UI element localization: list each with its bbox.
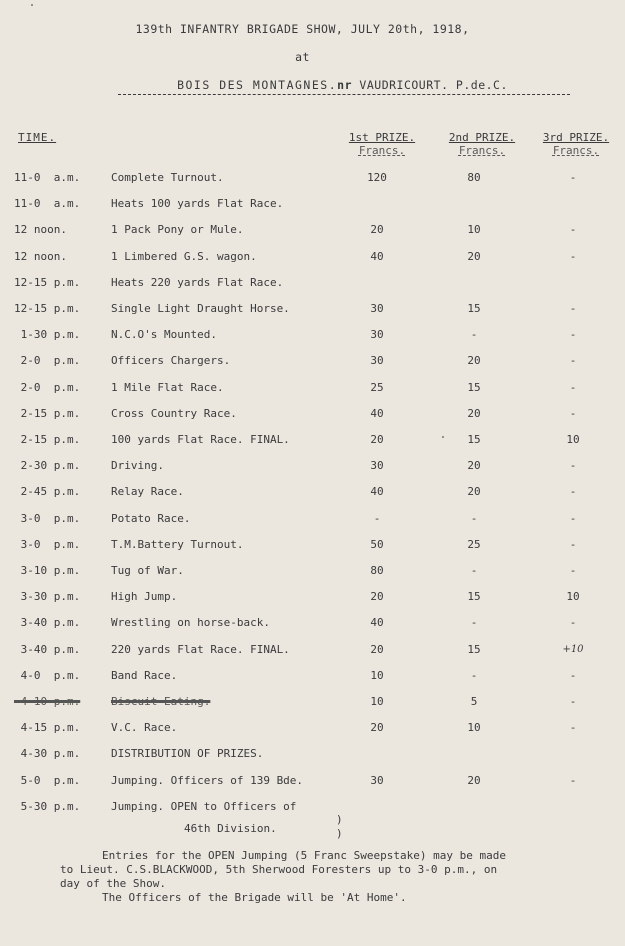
table-row bbox=[0, 773, 625, 789]
second-prize-value: 10 bbox=[467, 223, 481, 236]
second-prize-value: - bbox=[470, 564, 478, 577]
event-time: 2-45 p.m. bbox=[14, 485, 81, 498]
second-prize-value: 80 bbox=[467, 171, 481, 184]
show-title-at: at bbox=[295, 50, 310, 64]
first-prize-value: 10 bbox=[370, 695, 384, 708]
table-row bbox=[0, 275, 625, 291]
table-row bbox=[0, 720, 625, 736]
event-name: Tug of War. bbox=[111, 564, 184, 577]
note-line: Entries for the OPEN Jumping (5 Franc Sweepstake) may be made bbox=[102, 849, 506, 862]
event-name: High Jump. bbox=[111, 590, 178, 603]
event-name: Biscuit Eating. bbox=[111, 695, 211, 708]
event-name: 220 yards Flat Race. FINAL. bbox=[111, 643, 290, 656]
third-prize-value: - bbox=[569, 695, 577, 708]
first-prize-value: 30 bbox=[370, 302, 384, 315]
venue-location: VAUDRICOURT. P.de.C. bbox=[352, 78, 508, 92]
event-name: Single Light Draught Horse. bbox=[111, 302, 290, 315]
first-prize-value: 30 bbox=[370, 459, 384, 472]
third-prize-value: - bbox=[569, 616, 577, 629]
second-prize-value: 5 bbox=[470, 695, 478, 708]
table-row bbox=[0, 642, 625, 658]
second-prize-value: 20 bbox=[467, 774, 481, 787]
first-prize-value: 50 bbox=[370, 538, 384, 551]
event-name: 1 Limbered G.S. wagon. bbox=[111, 250, 257, 263]
event-time: 4-10 p.m. bbox=[14, 695, 81, 708]
third-prize-value: - bbox=[569, 250, 577, 263]
table-row bbox=[0, 222, 625, 238]
table-row bbox=[0, 353, 625, 369]
event-name: Driving. bbox=[111, 459, 164, 472]
table-row bbox=[0, 615, 625, 631]
second-prize-value: 20 bbox=[467, 459, 481, 472]
event-name: Officers Chargers. bbox=[111, 354, 231, 367]
event-time: 2-0 p.m. bbox=[14, 354, 81, 367]
table-row bbox=[0, 249, 625, 265]
third-prize-value: - bbox=[569, 328, 577, 341]
second-prize-value: 15 bbox=[467, 302, 481, 315]
first-prize-value: 40 bbox=[370, 485, 384, 498]
event-time: 12 noon. bbox=[14, 250, 67, 263]
third-prize-value: - bbox=[569, 721, 577, 734]
event-time: 4-0 p.m. bbox=[14, 669, 81, 682]
first-prize-value: 20 bbox=[370, 433, 384, 446]
first-prize-value: 30 bbox=[370, 354, 384, 367]
first-prize-value: 25 bbox=[370, 381, 384, 394]
second-prize-value: 15 bbox=[467, 433, 481, 446]
first-prize-value: 20 bbox=[370, 223, 384, 236]
note-line: The Officers of the Brigade will be 'At Home'. bbox=[102, 891, 407, 904]
third-prize-value: - bbox=[569, 485, 577, 498]
event-name: DISTRIBUTION OF PRIZES. bbox=[111, 747, 264, 760]
first-prize-value: 30 bbox=[370, 774, 384, 787]
paper-speck bbox=[31, 4, 33, 6]
event-name: Relay Race. bbox=[111, 485, 184, 498]
second-prize-value: 20 bbox=[467, 250, 481, 263]
event-time: 2-0 p.m. bbox=[14, 381, 81, 394]
event-name: Complete Turnout. bbox=[111, 171, 224, 184]
column-header-time: TIME. bbox=[18, 131, 57, 144]
event-time: 12 noon. bbox=[14, 223, 67, 236]
event-name: Jumping. OPEN to Officers of bbox=[111, 800, 297, 813]
table-row bbox=[0, 746, 625, 762]
third-prize-value: - bbox=[569, 354, 577, 367]
first-prize-value: 10 bbox=[370, 669, 384, 682]
event-time: 4-30 p.m. bbox=[14, 747, 81, 760]
event-time: 1-30 p.m. bbox=[14, 328, 81, 341]
event-name: 1 Pack Pony or Mule. bbox=[111, 223, 244, 236]
event-time: 3-0 p.m. bbox=[14, 538, 81, 551]
event-name: Wrestling on horse-back. bbox=[111, 616, 270, 629]
event-name-continued: 46th Division. bbox=[184, 822, 277, 835]
table-row bbox=[0, 170, 625, 186]
third-prize-value: - bbox=[569, 171, 577, 184]
third-prize-value: - bbox=[569, 669, 577, 682]
event-time: 2-15 p.m. bbox=[14, 407, 81, 420]
event-time: 12-15 p.m. bbox=[14, 302, 81, 315]
table-row bbox=[0, 196, 625, 212]
show-venue bbox=[30, 78, 625, 92]
event-name: Jumping. Officers of 139 Bde. bbox=[111, 774, 304, 787]
second-prize-value: - bbox=[470, 328, 478, 341]
event-name: 1 Mile Flat Race. bbox=[111, 381, 224, 394]
third-prize-value: +10 bbox=[562, 644, 584, 655]
second-prize-value: 20 bbox=[467, 354, 481, 367]
first-prize-value: 40 bbox=[370, 616, 384, 629]
third-prize-value: - bbox=[569, 564, 577, 577]
event-time: 3-30 p.m. bbox=[14, 590, 81, 603]
table-row bbox=[0, 511, 625, 527]
second-prize-value: 25 bbox=[467, 538, 481, 551]
second-prize-value: 20 bbox=[467, 407, 481, 420]
table-row bbox=[0, 327, 625, 343]
table-row bbox=[0, 563, 625, 579]
event-name: Heats 100 yards Flat Race. bbox=[111, 197, 284, 210]
second-prize-value: 15 bbox=[467, 381, 481, 394]
first-prize-value: 30 bbox=[370, 328, 384, 341]
third-prize-value: - bbox=[569, 407, 577, 420]
first-prize-value: - bbox=[373, 512, 381, 525]
third-prize-value: - bbox=[569, 223, 577, 236]
event-name: T.M.Battery Turnout. bbox=[111, 538, 244, 551]
event-name: N.C.O's Mounted. bbox=[111, 328, 217, 341]
event-name: Potato Race. bbox=[111, 512, 191, 525]
first-prize-value: 20 bbox=[370, 590, 384, 603]
event-name: Band Race. bbox=[111, 669, 178, 682]
event-time: 11-0 a.m. bbox=[14, 171, 81, 184]
table-row bbox=[0, 668, 625, 684]
event-time: 3-40 p.m. bbox=[14, 616, 81, 629]
third-prize-value: - bbox=[569, 774, 577, 787]
third-prize-value: - bbox=[569, 302, 577, 315]
second-prize-value: - bbox=[470, 512, 478, 525]
table-row bbox=[0, 799, 625, 815]
event-time: 3-10 p.m. bbox=[14, 564, 81, 577]
note-line: to Lieut. C.S.BLACKWOOD, 5th Sherwood Foresters up to 3-0 p.m., on bbox=[60, 863, 498, 876]
venue-handwritten-nr: nr bbox=[337, 78, 352, 92]
table-row bbox=[0, 458, 625, 474]
event-time: 5-30 p.m. bbox=[14, 800, 81, 813]
column-header-third-prize: 3rd PRIZE. Francs. bbox=[542, 131, 610, 157]
second-prize-value: 20 bbox=[467, 485, 481, 498]
third-prize-value: 10 bbox=[566, 590, 580, 603]
table-row bbox=[0, 301, 625, 317]
second-prize-value: - bbox=[470, 616, 478, 629]
event-name: Heats 220 yards Flat Race. bbox=[111, 276, 284, 289]
first-prize-value: 80 bbox=[370, 564, 384, 577]
third-prize-value: - bbox=[569, 512, 577, 525]
event-time: 3-0 p.m. bbox=[14, 512, 81, 525]
first-prize-value: 20 bbox=[370, 721, 384, 734]
event-time: 4-15 p.m. bbox=[14, 721, 81, 734]
event-name: Cross Country Race. bbox=[111, 407, 237, 420]
table-row bbox=[0, 589, 625, 605]
table-row bbox=[0, 406, 625, 422]
event-time: 2-30 p.m. bbox=[14, 459, 81, 472]
second-prize-value: 15 bbox=[467, 590, 481, 603]
bracket-mark: ) ) bbox=[336, 813, 343, 840]
first-prize-value: 40 bbox=[370, 250, 384, 263]
event-time: 11-0 a.m. bbox=[14, 197, 81, 210]
show-title: 139th INFANTRY BRIGADE SHOW, JULY 20th, 1918, bbox=[135, 22, 470, 36]
third-prize-value: - bbox=[569, 381, 577, 394]
third-prize-value: - bbox=[569, 459, 577, 472]
title-underline bbox=[118, 94, 570, 95]
table-row bbox=[0, 537, 625, 553]
table-row bbox=[0, 380, 625, 396]
table-row bbox=[0, 484, 625, 500]
second-prize-value: 10 bbox=[467, 721, 481, 734]
second-prize-value: 15 bbox=[467, 643, 481, 656]
third-prize-value: 10 bbox=[566, 433, 580, 446]
table-row bbox=[0, 432, 625, 448]
first-prize-value: 120 bbox=[367, 171, 387, 184]
table-row-continuation bbox=[0, 821, 625, 837]
venue-name: BOIS DES MONTAGNES. bbox=[177, 78, 338, 92]
event-name: V.C. Race. bbox=[111, 721, 178, 734]
second-prize-value: - bbox=[470, 669, 478, 682]
event-time: 3-40 p.m. bbox=[14, 643, 81, 656]
event-name: 100 yards Flat Race. FINAL. bbox=[111, 433, 290, 446]
column-header-second-prize: 2nd PRIZE. Francs. bbox=[448, 131, 516, 157]
table-row bbox=[0, 694, 625, 710]
event-time: 2-15 p.m. bbox=[14, 433, 81, 446]
note-line: day of the Show. bbox=[60, 877, 166, 890]
event-time: 12-15 p.m. bbox=[14, 276, 81, 289]
event-time: 5-0 p.m. bbox=[14, 774, 81, 787]
third-prize-value: - bbox=[569, 538, 577, 551]
first-prize-value: 20 bbox=[370, 643, 384, 656]
column-header-first-prize: 1st PRIZE. Francs. bbox=[348, 131, 416, 157]
first-prize-value: 40 bbox=[370, 407, 384, 420]
